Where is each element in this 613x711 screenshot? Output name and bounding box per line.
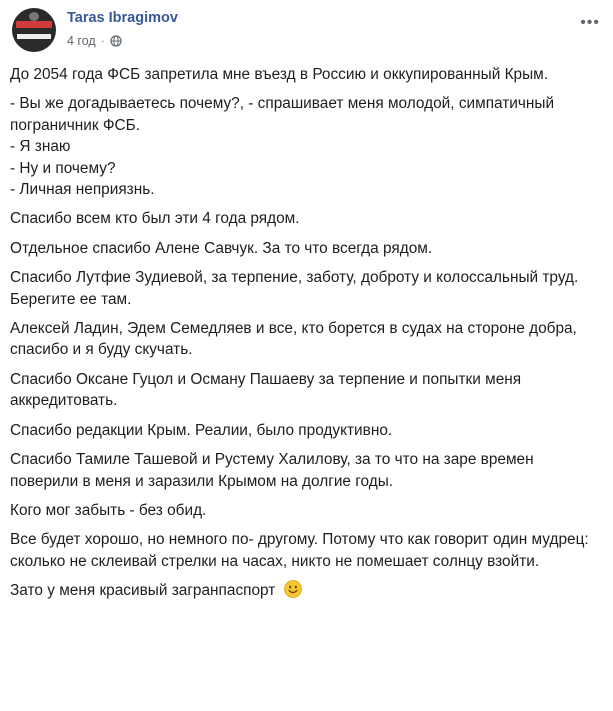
smile-icon [284, 580, 302, 598]
post-last-paragraph [10, 580, 606, 601]
more-options-icon[interactable]: ••• [580, 14, 600, 31]
post-paragraph: Спасибо всем кто был эти 4 года рядом. [10, 210, 300, 228]
post-timestamp[interactable]: 4 год [67, 34, 96, 48]
meta-separator: · [100, 34, 105, 48]
post-paragraph: Спасибо Лутфие Зудиевой, за терпение, заботу, доброту и колоссальный труд. Берегите ее там. [10, 269, 579, 308]
post-paragraph-text: Зато у меня красивый загранпаспорт [10, 582, 276, 600]
globe-icon[interactable] [110, 35, 122, 47]
dialogue-line: - Личная неприязнь. [10, 181, 155, 199]
post-paragraph: Спасибо Тамиле Ташевой и Рустему Халилову, за то что на заре времен поверили в меня и заразили Крымом на долгие годы. [10, 451, 534, 490]
post-body [10, 64, 606, 610]
avatar-banner-white [17, 34, 51, 39]
post-meta [67, 34, 122, 48]
avatar-banner-red [16, 21, 52, 28]
author-avatar[interactable] [12, 8, 56, 52]
post-paragraph: Все будет хорошо, но немного по- другому. Потому что как говорит один мудрец: сколько не склеивай стрелки на часах, никто не помешает солнцу взойти. [10, 531, 589, 570]
author-name[interactable]: Taras Ibragimov [67, 10, 178, 26]
post-paragraph: Алексей Ладин, Эдем Семедляев и все, кто борется в судах на стороне добра, спасибо и я буду скучать. [10, 320, 577, 359]
post-paragraph: Спасибо редакции Крым. Реалии, было продуктивно. [10, 421, 393, 439]
dialogue-line: - Ну и почему? [10, 159, 116, 177]
dialogue-line: - Я знаю [10, 138, 71, 156]
post-paragraph: До 2054 года ФСБ запретила мне въезд в Россию и оккупированный Крым. [10, 66, 549, 83]
post-paragraph: Отдельное спасибо Алене Савчук. За то что всегда рядом. [10, 239, 433, 257]
post-header [12, 8, 602, 56]
avatar-face [29, 12, 39, 21]
dialogue-line: - Вы же догадываетесь почему?, - спрашивает меня молодой, симпатичный пограничник ФСБ. [10, 95, 555, 134]
post-paragraph: Кого мог забыть - без обид. [10, 501, 207, 519]
post-paragraph: Спасибо Оксане Гуцол и Осману Пашаеву за терпение и попытки меня аккредитовать. [10, 370, 522, 410]
